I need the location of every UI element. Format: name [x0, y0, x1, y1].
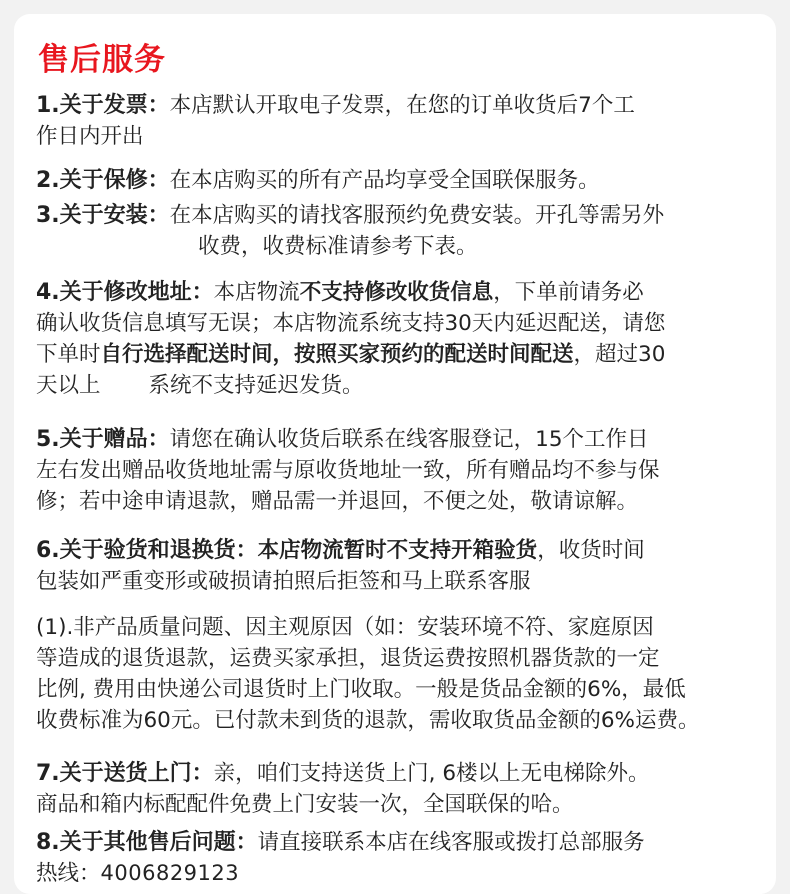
section-heading: 6.关于验货和退换货： [36, 538, 258, 563]
section-text: 修；若中途申请退款，赠品需一并退回，不便之处，敬请谅解。 [36, 489, 639, 514]
section-text: 请您在确认收货后联系在线客服登记，15个工作日 [169, 427, 649, 452]
section-heading: 7.关于送货上门： [36, 761, 214, 786]
section-text: 确认收货信息填写无误；本店物流系统支持30天内延迟配送，请您 [36, 311, 666, 336]
section-inspection-returns [36, 535, 766, 597]
section-text: 亲，咱们支持送货上门, 6楼以上无电梯除外。 [213, 761, 650, 786]
emphasis-text: 不支持修改收货信息 [299, 280, 494, 305]
section-text: 天以上 [36, 373, 101, 398]
section-delivery [36, 758, 766, 820]
section-installation [36, 200, 766, 262]
section-text: 比例, 费用由快递公司退货时上门收取。一般是货品金额的6%，最低 [36, 677, 686, 702]
section-text: 在本店购买的所有产品均享受全国联保服务。 [169, 168, 600, 193]
section-text: 商品和箱内标配配件免费上门安装一次，全国联保的哈。 [36, 792, 574, 817]
section-text: 收费，收费标准请参考下表。 [198, 234, 478, 259]
section-heading: 3.关于安装： [36, 203, 170, 228]
section-other-support [36, 827, 766, 889]
section-heading: 5.关于赠品： [36, 427, 170, 452]
section-gifts [36, 424, 766, 517]
section-text: ，下单前请务必 [493, 280, 644, 305]
section-text: ，收货时间 [537, 538, 645, 563]
section-text: 左右发出赠品收货地址需与原收货地址一致，所有赠品均不参与保 [36, 458, 660, 483]
hotline-number: 4006829123 [100, 861, 240, 885]
section-text: 在本店购买的请找客服预约免费安装。开孔等需另外 [169, 203, 665, 228]
section-heading: 2.关于保修： [36, 168, 170, 193]
section-text: 请直接联系本店在线客服或拨打总部服务 [257, 830, 645, 855]
section-warranty [36, 165, 766, 196]
section-text: 收费标准为60元。已付款未到货的退款，需收取货品金额的6%运费。 [36, 708, 700, 733]
emphasis-text: 自行选择配送时间，按照买家预约的配送时间配送 [100, 342, 574, 367]
section-text: 本店默认开取电子发票，在您的订单收货后7个工 [169, 93, 635, 118]
section-address-change [36, 277, 766, 401]
section-text: 下单时 [36, 342, 101, 367]
section-text: 系统不支持延迟发货。 [148, 373, 364, 398]
section-return-policy-detail [36, 612, 766, 736]
hotline-label: 热线： [36, 861, 101, 886]
section-heading: 8.关于其他售后问题： [36, 830, 258, 855]
section-heading: 4.关于修改地址： [36, 280, 214, 305]
section-invoice [36, 90, 766, 152]
section-text: 包装如严重变形或破损请拍照后拒签和马上联系客服 [36, 569, 531, 594]
section-text: ，超过30 [573, 342, 666, 367]
emphasis-text: 本店物流暂时不支持开箱验货 [257, 538, 538, 563]
section-text: (1).非产品质量问题、因主观原因（如：安装环境不符、家庭原因 [36, 615, 654, 640]
section-text: 等造成的退货退款，运费买家承担，退货运费按照机器货款的一定 [36, 646, 660, 671]
section-text: 作日内开出 [36, 124, 144, 149]
page-title: 售后服务 [38, 42, 166, 78]
section-heading: 1.关于发票： [36, 93, 170, 118]
section-text: 本店物流 [213, 280, 300, 305]
